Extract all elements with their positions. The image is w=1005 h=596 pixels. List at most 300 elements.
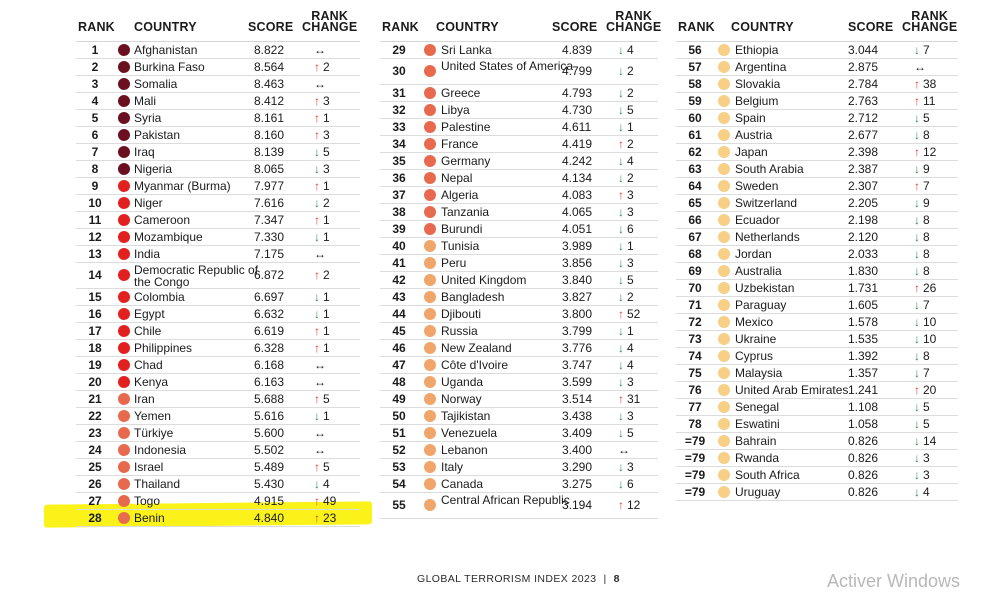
- score-dot-icon: [118, 495, 130, 507]
- rank-cell: 3: [91, 77, 99, 91]
- score-dot-icon: [718, 78, 730, 90]
- table-row: [676, 93, 958, 110]
- up-arrow-icon: ↑: [914, 383, 920, 397]
- table-row: [380, 459, 658, 476]
- rank-change-cell: [314, 289, 330, 305]
- rank-change-cell: [914, 263, 930, 279]
- rank-change-cell: [618, 153, 634, 169]
- down-arrow-icon: ↓: [914, 230, 920, 244]
- rank-change-cell: [914, 212, 930, 228]
- rank-cell: 76: [688, 383, 702, 397]
- rank-change-value: 5: [923, 417, 930, 431]
- table-row: [76, 289, 360, 306]
- score-dot-icon: [718, 299, 730, 311]
- unchanged-arrow-icon: ↔: [314, 43, 326, 57]
- country-cell: Italy: [441, 460, 464, 474]
- rank-cell: =79: [684, 434, 706, 448]
- down-arrow-icon: ↓: [914, 111, 920, 125]
- country-cell: Ukraine: [735, 332, 777, 346]
- score-dot-icon: [718, 197, 730, 209]
- score-cell: 3.044: [848, 43, 879, 57]
- table-row: [380, 476, 658, 493]
- header-score: SCORE: [848, 20, 894, 34]
- table-row: [380, 391, 658, 408]
- rank-cell: 47: [392, 358, 406, 372]
- down-arrow-icon: ↓: [914, 43, 920, 57]
- table-row: [676, 484, 958, 501]
- table-row: [76, 110, 360, 127]
- rank-change-cell: [314, 76, 329, 92]
- table-row: [380, 323, 658, 340]
- rank-cell: 65: [688, 196, 702, 210]
- rank-cell: 35: [392, 154, 406, 168]
- score-cell: 5.600: [254, 426, 285, 440]
- rank-change-value: 8: [923, 247, 930, 261]
- rank-cell: 39: [392, 222, 406, 236]
- country-cell: Iraq: [134, 145, 155, 159]
- down-arrow-icon: ↓: [914, 247, 920, 261]
- country-cell: Algeria: [441, 188, 479, 202]
- country-cell: Türkiye: [134, 426, 174, 440]
- rank-change-value: 7: [923, 298, 930, 312]
- rank-cell: 77: [688, 400, 702, 414]
- rank-change-value: 3: [627, 188, 634, 202]
- up-arrow-icon: ↑: [314, 341, 320, 355]
- country-cell: Israel: [134, 460, 164, 474]
- country-cell: Rwanda: [735, 451, 780, 465]
- rank-cell: 70: [688, 281, 702, 295]
- score-cell: 3.776: [562, 341, 593, 355]
- score-cell: 8.161: [254, 111, 285, 125]
- country-cell: Thailand: [134, 477, 181, 491]
- rank-cell: 30: [392, 64, 406, 78]
- down-arrow-icon: ↓: [914, 468, 920, 482]
- rank-change-cell: [914, 178, 930, 194]
- table-row: [380, 85, 658, 102]
- rank-change-value: 5: [323, 145, 330, 159]
- score-dot-icon: [118, 231, 130, 243]
- score-dot-icon: [118, 146, 130, 158]
- score-dot-icon: [718, 401, 730, 413]
- score-cell: 2.205: [848, 196, 879, 210]
- rank-cell: 60: [688, 111, 702, 125]
- score-cell: 6.168: [254, 358, 285, 372]
- rank-change-cell: [618, 255, 634, 271]
- rank-change-cell: [618, 425, 634, 441]
- country-cell: Russia: [441, 324, 478, 338]
- rank-cell: 4: [91, 94, 99, 108]
- table-row: [676, 59, 958, 76]
- table-row: [676, 42, 958, 59]
- score-cell: 1.830: [848, 264, 879, 278]
- score-cell: 1.605: [848, 298, 879, 312]
- score-cell: 0.826: [848, 434, 879, 448]
- rank-cell: 64: [688, 179, 702, 193]
- score-dot-icon: [718, 486, 730, 498]
- rank-change-cell: [314, 161, 330, 177]
- table-row: [676, 433, 958, 450]
- country-cell: Venezuela: [441, 426, 498, 440]
- rank-cell: 73: [688, 332, 702, 346]
- rank-cell: 6: [91, 128, 99, 142]
- rank-change-value: 2: [323, 196, 330, 210]
- header-score: SCORE: [552, 20, 598, 34]
- score-dot-icon: [718, 384, 730, 396]
- rank-change-value: 1: [323, 290, 330, 304]
- score-cell: 3.989: [562, 239, 593, 253]
- country-cell: United Kingdom: [441, 273, 527, 287]
- country-cell: Ethiopia: [735, 43, 779, 57]
- rank-change-cell: [618, 357, 634, 373]
- up-arrow-icon: ↑: [314, 111, 320, 125]
- table-row: [76, 42, 360, 59]
- score-cell: 6.619: [254, 324, 285, 338]
- country-cell: Myanmar (Burma): [134, 179, 231, 193]
- table-row: [676, 365, 958, 382]
- table-row: [380, 306, 658, 323]
- score-cell: 1.535: [848, 332, 879, 346]
- score-dot-icon: [118, 427, 130, 439]
- rank-change-cell: [618, 221, 634, 237]
- rank-change-value: 12: [627, 498, 641, 512]
- rank-cell: 7: [91, 145, 99, 159]
- country-cell: Niger: [134, 196, 163, 210]
- header-score: SCORE: [248, 20, 294, 34]
- score-dot-icon: [118, 461, 130, 473]
- rank-cell: 58: [688, 77, 702, 91]
- rank-change-value: 14: [923, 434, 937, 448]
- down-arrow-icon: ↓: [314, 196, 320, 210]
- country-cell: Argentina: [735, 60, 787, 74]
- country-cell: Tunisia: [441, 239, 480, 253]
- score-cell: 8.065: [254, 162, 285, 176]
- score-cell: 8.564: [254, 60, 285, 74]
- score-dot-icon: [424, 393, 436, 405]
- country-cell: Somalia: [134, 77, 178, 91]
- up-arrow-icon: ↑: [914, 145, 920, 159]
- rank-cell: 16: [88, 307, 102, 321]
- table-row: [676, 331, 958, 348]
- rank-change-cell: [314, 306, 330, 322]
- down-arrow-icon: ↓: [914, 128, 920, 142]
- rank-change-cell: [914, 93, 935, 109]
- down-arrow-icon: ↓: [914, 213, 920, 227]
- down-arrow-icon: ↓: [618, 86, 624, 100]
- country-cell: Malaysia: [735, 366, 783, 380]
- table-row: [380, 340, 658, 357]
- country-cell: Burkina Faso: [134, 60, 205, 74]
- rank-change-value: 5: [627, 103, 634, 117]
- unchanged-arrow-icon: ↔: [314, 443, 326, 457]
- score-cell: 7.347: [254, 213, 285, 227]
- score-cell: 3.400: [562, 443, 593, 457]
- down-arrow-icon: ↓: [914, 349, 920, 363]
- score-dot-icon: [118, 44, 130, 56]
- table-row: [76, 425, 360, 442]
- down-arrow-icon: ↓: [618, 290, 624, 304]
- score-dot-icon: [424, 240, 436, 252]
- rank-change-cell: [618, 63, 634, 79]
- rank-change-cell: [914, 331, 936, 347]
- score-dot-icon: [118, 129, 130, 141]
- rank-cell: 21: [88, 392, 102, 406]
- table-row: [380, 42, 658, 59]
- rank-change-cell: [314, 178, 330, 194]
- down-arrow-icon: ↓: [314, 307, 320, 321]
- score-dot-icon: [718, 112, 730, 124]
- score-cell: 5.430: [254, 477, 285, 491]
- table-row: [676, 314, 958, 331]
- rank-change-cell: [914, 467, 930, 483]
- rank-change-cell: [618, 476, 634, 492]
- rank-change-value: 26: [923, 281, 937, 295]
- table-row: [380, 119, 658, 136]
- table-row: [76, 263, 360, 289]
- rank-change-cell: [914, 144, 936, 160]
- country-cell: Belgium: [735, 94, 779, 108]
- rank-cell: 28: [88, 511, 102, 525]
- score-dot-icon: [718, 95, 730, 107]
- down-arrow-icon: ↓: [618, 43, 624, 57]
- score-dot-icon: [718, 163, 730, 175]
- score-dot-icon: [424, 410, 436, 422]
- rank-change-value: 49: [323, 494, 337, 508]
- table-row: [676, 297, 958, 314]
- score-cell: 4.793: [562, 86, 593, 100]
- down-arrow-icon: ↓: [914, 264, 920, 278]
- rank-change-value: 1: [323, 179, 330, 193]
- table-row: [676, 127, 958, 144]
- header-rank-change: RANK CHANGE: [606, 9, 662, 34]
- down-arrow-icon: ↓: [618, 222, 624, 236]
- down-arrow-icon: ↓: [618, 341, 624, 355]
- table-row: [380, 170, 658, 187]
- rank-change-value: 7: [923, 179, 930, 193]
- down-arrow-icon: ↓: [314, 230, 320, 244]
- score-dot-icon: [118, 376, 130, 388]
- unchanged-arrow-icon: ↔: [618, 443, 630, 457]
- table-row: [380, 187, 658, 204]
- header-country: COUNTRY: [436, 20, 499, 34]
- score-dot-icon: [118, 269, 130, 281]
- rank-change-value: 4: [923, 485, 930, 499]
- rank-change-cell: [914, 365, 930, 381]
- rank-change-cell: [618, 42, 634, 58]
- rank-cell: 48: [392, 375, 406, 389]
- country-cell: Democratic Republic of the Congo: [134, 262, 259, 289]
- score-dot-icon: [118, 163, 130, 175]
- country-cell: Lebanon: [441, 443, 488, 457]
- down-arrow-icon: ↓: [914, 315, 920, 329]
- rank-change-cell: [618, 306, 640, 322]
- score-dot-icon: [118, 112, 130, 124]
- rank-change-value: 9: [923, 196, 930, 210]
- rank-change-cell: [618, 391, 640, 407]
- rank-cell: 75: [688, 366, 702, 380]
- rank-change-value: 12: [923, 145, 937, 159]
- table-column-1: [76, 8, 360, 527]
- country-cell: Netherlands: [735, 230, 800, 244]
- down-arrow-icon: ↓: [618, 375, 624, 389]
- rank-change-value: 2: [627, 137, 634, 151]
- rank-change-cell: [314, 510, 336, 526]
- rank-change-cell: [314, 408, 330, 424]
- score-dot-icon: [718, 282, 730, 294]
- rank-change-value: 1: [323, 111, 330, 125]
- score-dot-icon: [118, 342, 130, 354]
- score-dot-icon: [424, 257, 436, 269]
- footer: [417, 573, 620, 585]
- country-cell: United States of America: [441, 58, 574, 73]
- down-arrow-icon: ↓: [618, 273, 624, 287]
- rank-change-cell: [314, 246, 329, 262]
- score-dot-icon: [424, 172, 436, 184]
- down-arrow-icon: ↓: [618, 256, 624, 270]
- table-row: [380, 357, 658, 374]
- score-dot-icon: [118, 291, 130, 303]
- score-dot-icon: [718, 265, 730, 277]
- table-row: [676, 467, 958, 484]
- rank-change-value: 5: [323, 460, 330, 474]
- rank-cell: 11: [88, 213, 102, 227]
- down-arrow-icon: ↓: [914, 162, 920, 176]
- rank-change-value: 4: [323, 477, 330, 491]
- score-cell: 4.799: [562, 64, 593, 78]
- score-cell: 3.840: [562, 273, 593, 287]
- rank-change-value: 6: [627, 222, 634, 236]
- score-dot-icon: [118, 325, 130, 337]
- score-dot-icon: [718, 350, 730, 362]
- rank-change-cell: [314, 374, 329, 390]
- header-rank-change: RANK CHANGE: [902, 9, 958, 34]
- rank-change-value: 8: [923, 128, 930, 142]
- rank-change-cell: [314, 212, 330, 228]
- up-arrow-icon: ↑: [314, 128, 320, 142]
- rank-cell: 24: [88, 443, 102, 457]
- score-dot-icon: [424, 138, 436, 150]
- rank-change-value: 1: [323, 409, 330, 423]
- rank-cell: 68: [688, 247, 702, 261]
- score-dot-icon: [718, 333, 730, 345]
- score-cell: 1.058: [848, 417, 879, 431]
- country-cell: Benin: [134, 511, 165, 525]
- score-dot-icon: [118, 410, 130, 422]
- score-dot-icon: [424, 359, 436, 371]
- score-cell: 5.502: [254, 443, 285, 457]
- score-dot-icon: [118, 512, 130, 524]
- table-row: [676, 212, 958, 229]
- country-cell: Canada: [441, 477, 484, 491]
- up-arrow-icon: ↑: [314, 494, 320, 508]
- score-cell: 7.330: [254, 230, 285, 244]
- score-dot-icon: [424, 291, 436, 303]
- rank-change-value: 5: [923, 400, 930, 414]
- rank-change-value: 9: [923, 162, 930, 176]
- table-row: [380, 238, 658, 255]
- table-column-2: [380, 8, 662, 519]
- score-dot-icon: [118, 444, 130, 456]
- table-row: [380, 289, 658, 306]
- table-row: [676, 246, 958, 263]
- country-cell: Switzerland: [735, 196, 798, 210]
- score-dot-icon: [424, 308, 436, 320]
- down-arrow-icon: ↓: [618, 358, 624, 372]
- rank-change-cell: [914, 314, 936, 330]
- score-dot-icon: [118, 95, 130, 107]
- table-row: [676, 195, 958, 212]
- country-cell: Djibouti: [441, 307, 482, 321]
- table-row: [676, 76, 958, 93]
- country-cell: Tajikistan: [441, 409, 491, 423]
- score-cell: 2.712: [848, 111, 879, 125]
- country-cell: Uruguay: [735, 485, 781, 499]
- table-row: [380, 255, 658, 272]
- table-row: [76, 476, 360, 493]
- score-cell: 2.784: [848, 77, 879, 91]
- score-cell: 8.463: [254, 77, 285, 91]
- rank-change-cell: [914, 280, 936, 296]
- rank-change-value: 2: [323, 268, 330, 282]
- up-arrow-icon: ↑: [314, 392, 320, 406]
- rank-cell: 45: [392, 324, 406, 338]
- score-cell: 8.160: [254, 128, 285, 142]
- rank-change-value: 2: [627, 290, 634, 304]
- rank-change-cell: [314, 229, 330, 245]
- rank-change-cell: [914, 382, 936, 398]
- score-dot-icon: [718, 367, 730, 379]
- rank-cell: =79: [684, 485, 706, 499]
- country-cell: Uganda: [441, 375, 484, 389]
- header-rank: RANK: [678, 20, 715, 34]
- header-rank: RANK: [78, 20, 115, 34]
- rank-change-cell: [914, 484, 930, 500]
- rank-change-cell: [914, 450, 930, 466]
- rank-change-value: 8: [923, 264, 930, 278]
- country-cell: Iran: [134, 392, 155, 406]
- unchanged-arrow-icon: ↔: [314, 247, 326, 261]
- up-arrow-icon: ↑: [914, 77, 920, 91]
- score-cell: 1.357: [848, 366, 879, 380]
- rank-change-cell: [914, 161, 930, 177]
- score-cell: 3.438: [562, 409, 593, 423]
- rank-cell: 49: [392, 392, 406, 406]
- up-arrow-icon: ↑: [314, 179, 320, 193]
- rank-change-value: 3: [627, 375, 634, 389]
- rank-change-cell: [618, 119, 634, 135]
- score-dot-icon: [718, 418, 730, 430]
- country-cell: Greece: [441, 86, 481, 100]
- score-cell: 3.194: [562, 498, 593, 512]
- score-dot-icon: [718, 469, 730, 481]
- rank-change-cell: [314, 127, 330, 143]
- up-arrow-icon: ↑: [314, 213, 320, 227]
- rank-change-cell: [914, 127, 930, 143]
- rank-change-value: 20: [923, 383, 937, 397]
- rank-change-value: 1: [627, 120, 634, 134]
- table-row: [676, 348, 958, 365]
- rank-change-cell: [618, 85, 634, 101]
- rank-cell: 18: [88, 341, 102, 355]
- rank-change-cell: [618, 497, 640, 513]
- rank-change-cell: [914, 229, 930, 245]
- rank-cell: 1: [91, 43, 99, 57]
- rank-cell: 31: [392, 86, 406, 100]
- up-arrow-icon: ↑: [314, 511, 320, 525]
- country-cell: Afghanistan: [134, 43, 198, 57]
- table-header: [380, 8, 662, 42]
- rank-cell: 12: [88, 230, 102, 244]
- score-cell: 3.827: [562, 290, 593, 304]
